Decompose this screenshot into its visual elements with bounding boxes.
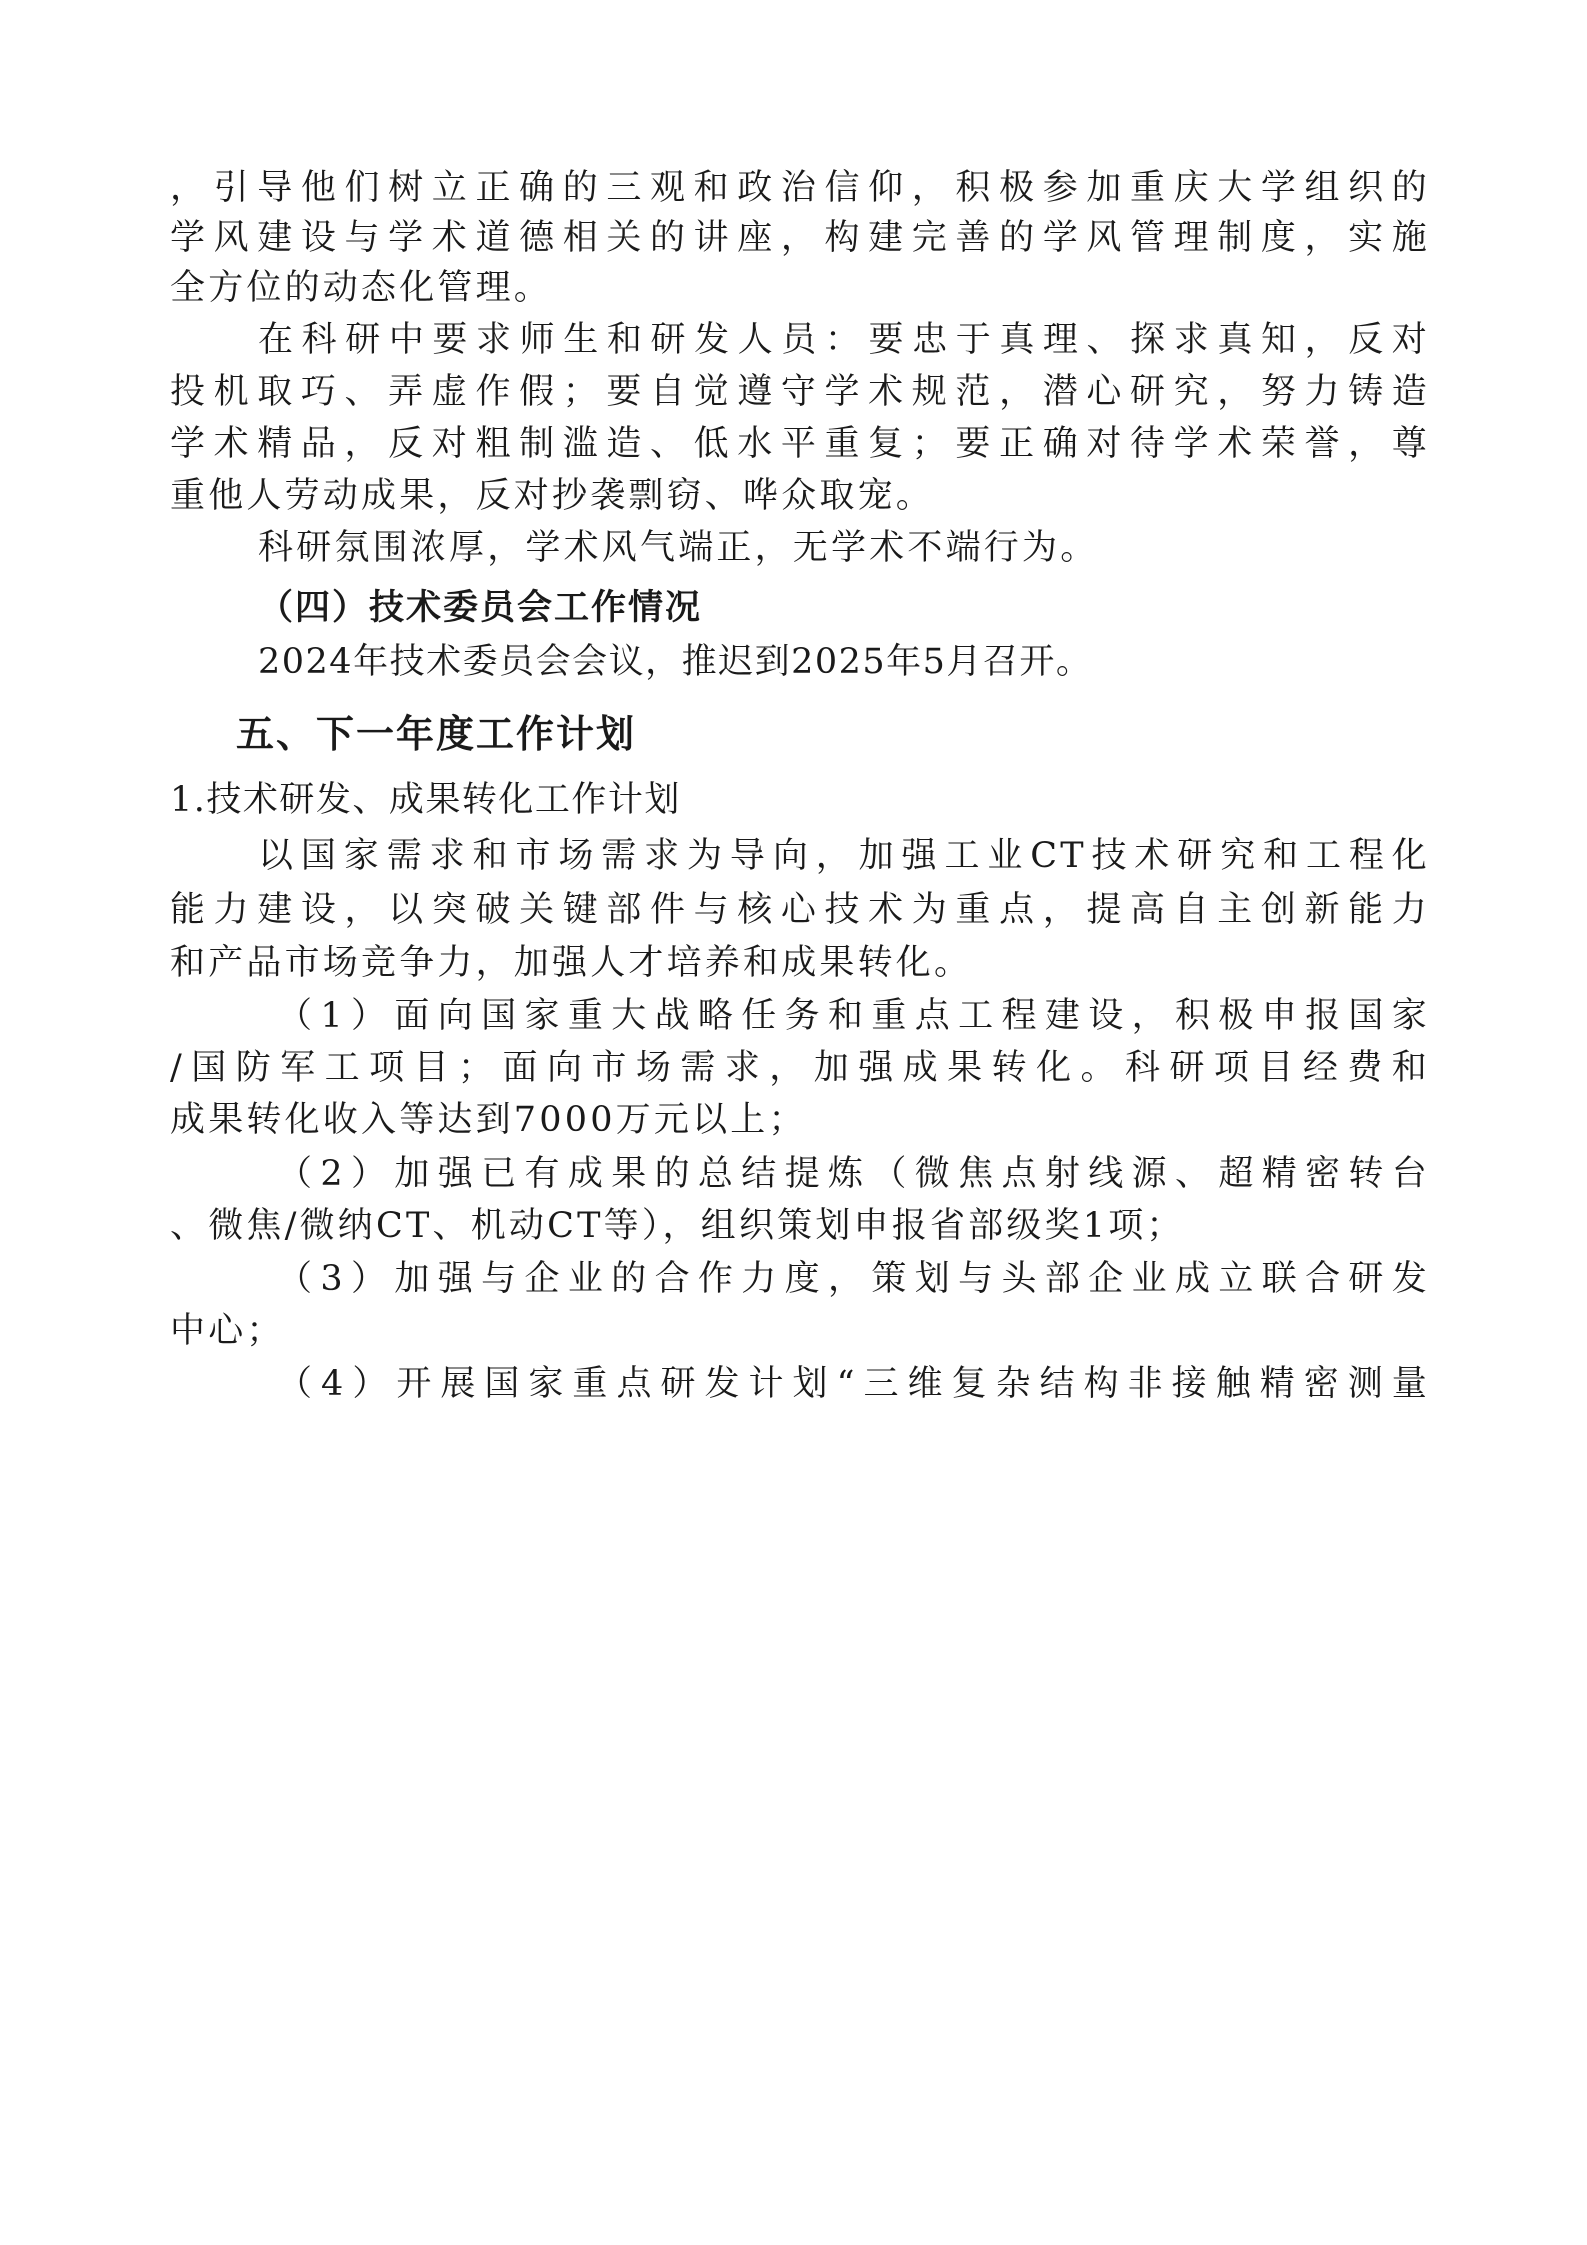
list-item-line: （1）面向国家重大战略任务和重点工程建设，积极申报国家	[277, 996, 1430, 1036]
list-item-line: 中心；	[170, 1311, 285, 1351]
paragraph-line: 在科研中要求师生和研发人员：要忠于真理、探求真知，反对	[258, 320, 1430, 360]
paragraph-line: 2024年技术委员会会议，推迟到2025年5月召开。	[258, 642, 1093, 682]
subsection-heading: （四）技术委员会工作情况	[258, 588, 703, 628]
paragraph-line: 重他人劳动成果，反对抄袭剽窃、哗众取宠。	[170, 476, 935, 516]
paragraph-line: 能力建设，以突破关键部件与核心技术为重点，提高自主创新能力	[170, 890, 1430, 930]
paragraph-line: ，引导他们树立正确的三观和政治信仰，积极参加重庆大学组织的	[170, 168, 1430, 208]
list-item-line: （2）加强已有成果的总结提炼（微焦点射线源、超精密转台	[277, 1154, 1430, 1194]
item-title: 1.技术研发、成果转化工作计划	[170, 780, 681, 820]
list-item-line: 成果转化收入等达到7000万元以上；	[170, 1100, 807, 1140]
list-item-line: （4）开展国家重点研发计划“三维复杂结构非接触精密测量	[277, 1364, 1430, 1404]
paragraph-line: 投机取巧、弄虚作假；要自觉遵守学术规范，潜心研究，努力铸造	[170, 372, 1430, 412]
paragraph-line: 学术精品，反对粗制滥造、低水平重复；要正确对待学术荣誉，尊	[170, 424, 1430, 464]
list-item-line: 、微焦/微纳CT、机动CT等），组织策划申报省部级奖1项；	[170, 1206, 1185, 1246]
section-heading: 五、下一年度工作计划	[236, 712, 637, 756]
paragraph-line: 学风建设与学术道德相关的讲座，构建完善的学风管理制度，实施	[170, 218, 1430, 258]
paragraph-line: 以国家需求和市场需求为导向，加强工业CT技术研究和工程化	[258, 836, 1430, 876]
list-item-line: /国防军工项目；面向市场需求，加强成果转化。科研项目经费和	[170, 1048, 1430, 1088]
paragraph-line: 科研氛围浓厚，学术风气端正，无学术不端行为。	[258, 528, 1099, 568]
paragraph-line: 全方位的动态化管理。	[170, 268, 553, 308]
list-item-line: （3）加强与企业的合作力度，策划与头部企业成立联合研发	[277, 1259, 1430, 1299]
paragraph-line: 和产品市场竞争力，加强人才培养和成果转化。	[170, 943, 973, 983]
